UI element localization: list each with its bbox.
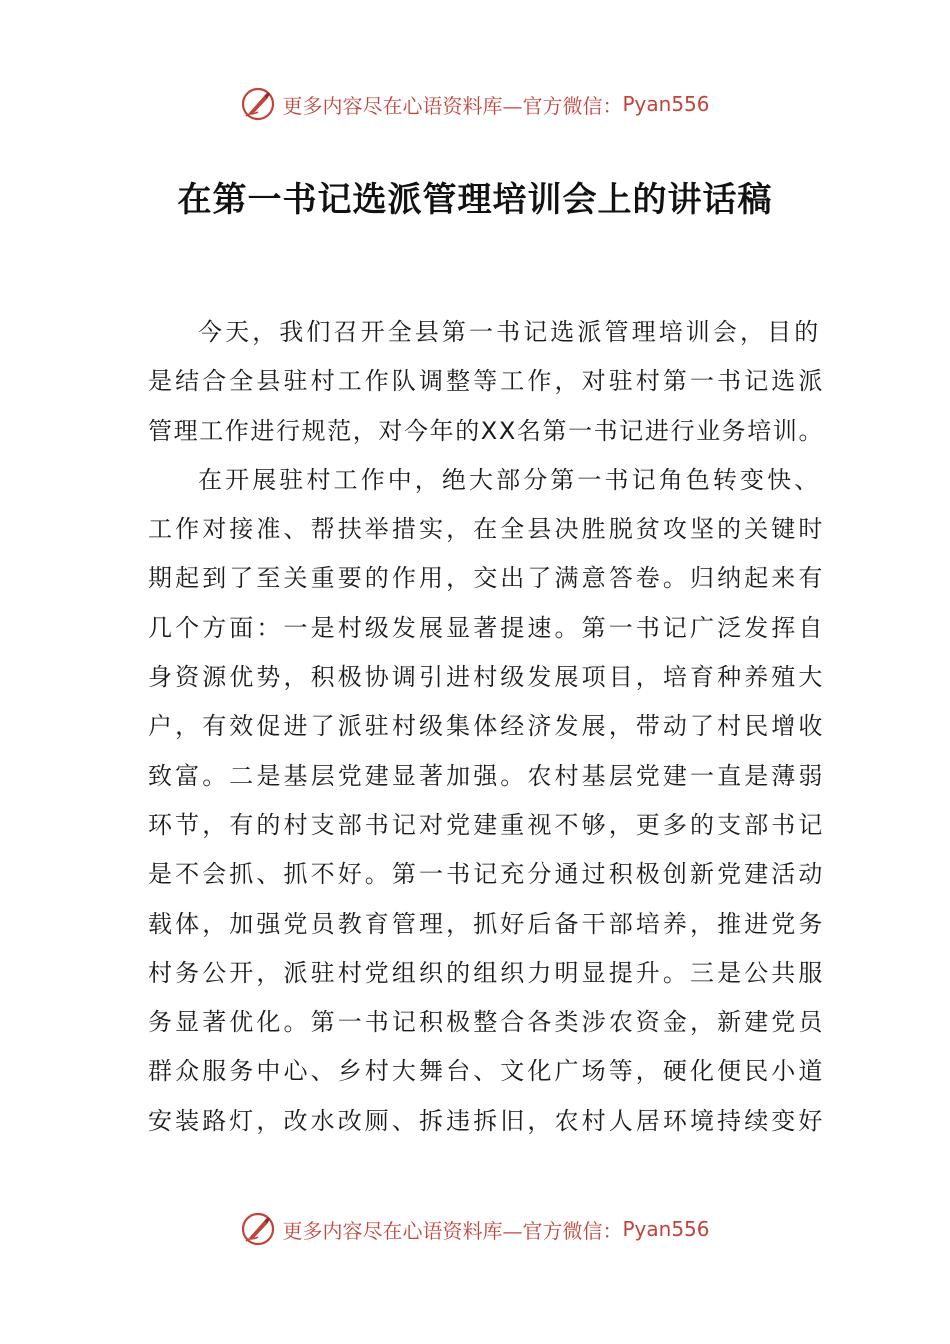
paragraph-line: 村务公开，派驻村党组织的组织力明显提升。三是公共服 [148, 958, 826, 987]
paragraph-line: 载体，加强党员教育管理，抓好后备干部培养，推进党务 [148, 909, 826, 938]
footer-watermark [0, 1207, 950, 1251]
paragraph-line: 安装路灯，改水改厕、拆违拆旧，农村人居环境持续变好 [148, 1106, 826, 1135]
watermark-text: 更多内容尽在心语资料库—官方微信： [282, 93, 623, 118]
paragraph-line: 是不会抓、抓不好。第一书记充分通过积极创新党建活动 [148, 860, 826, 889]
pen-quill-logo-icon [240, 86, 276, 122]
watermark-wechat-id: Pyan556 [622, 92, 710, 116]
paragraph-line: 是结合全县驻村工作队调整等工作，对驻村第一书记选派 [148, 367, 826, 396]
paragraph-line: 几个方面：一是村级发展显著提速。第一书记广泛发挥自 [148, 613, 826, 642]
paragraph-line: 户，有效促进了派驻村级集体经济发展，带动了村民增收 [148, 712, 826, 741]
header-watermark [0, 82, 950, 126]
paragraph-line: 工作对接准、帮扶举措实，在全县决胜脱贫攻坚的关键时 [148, 515, 826, 544]
paragraph-line: 群众服务中心、乡村大舞台、文化广场等，硬化便民小道 [148, 1057, 826, 1086]
paragraph-line: 身资源优势，积极协调引进村级发展项目，培育种养殖大 [148, 663, 826, 692]
paragraph-line: 务显著优化。第一书记积极整合各类涉农资金，新建党员 [148, 1008, 826, 1037]
paragraph-line: 期起到了至关重要的作用，交出了满意答卷。归纳起来有 [148, 564, 826, 593]
pen-quill-logo-icon [240, 1211, 276, 1247]
paragraph-line: 环节，有的村支部书记对党建重视不够，更多的支部书记 [148, 810, 826, 839]
document-body [148, 308, 826, 1146]
watermark-text: 更多内容尽在心语资料库—官方微信： [282, 1218, 623, 1243]
watermark-wechat-id: Pyan556 [622, 1217, 710, 1241]
document-title: 在第一书记选派管理培训会上的讲话稿 [177, 180, 773, 220]
paragraph-line: 管理工作进行规范，对今年的XX名第一书记进行业务培训。 [148, 416, 825, 445]
paragraph-line: 在开展驻村工作中，绝大部分第一书记角色转变快、 [198, 465, 822, 494]
paragraph-line: 致富。二是基层党建显著加强。农村基层党建一直是薄弱 [148, 761, 826, 790]
paragraph-line: 今天，我们召开全县第一书记选派管理培训会，目的 [198, 318, 822, 346]
